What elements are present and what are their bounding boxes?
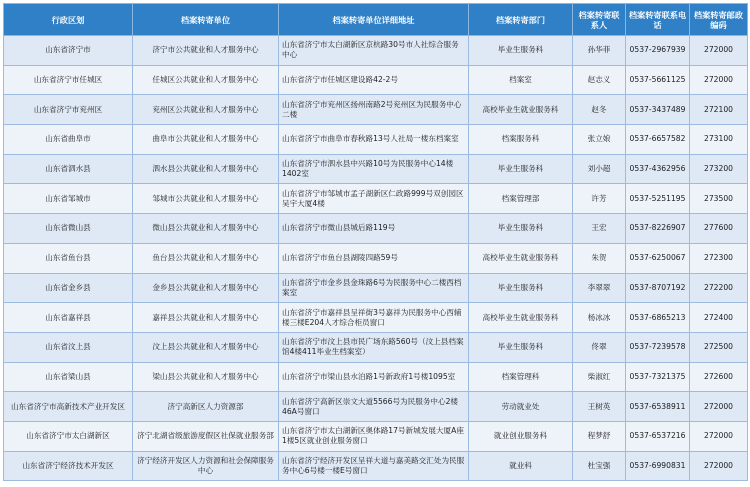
- cell-unit: 任城区公共就业和人才服务中心: [133, 65, 279, 95]
- cell-unit: 汶上县公共就业和人才服务中心: [133, 332, 279, 362]
- cell-unit: 微山县公共就业和人才服务中心: [133, 214, 279, 244]
- cell-phone: 0537-3437489: [626, 95, 690, 125]
- cell-region: 山东省济宁市高新技术产业开发区: [4, 392, 133, 422]
- cell-contact: 杜宝强: [573, 451, 626, 481]
- cell-contact: 刘小超: [573, 154, 626, 184]
- cell-department: 档案服务科: [469, 125, 573, 155]
- cell-address: 山东省济宁市邹城市孟子湖新区仁政路999号双创园区吴宇大厦4楼: [279, 184, 469, 214]
- cell-postcode: 272500: [690, 332, 748, 362]
- cell-region: 山东省梁山县: [4, 362, 133, 392]
- header-address: 档案转寄单位详细地址: [279, 4, 469, 36]
- cell-region: 山东省济宁市太白湖新区: [4, 421, 133, 451]
- table-header: [4, 4, 748, 36]
- cell-phone: 0537-5661125: [626, 65, 690, 95]
- header-department: 档案转寄部门: [469, 4, 573, 36]
- cell-unit: 金乡县公共就业和人才服务中心: [133, 273, 279, 303]
- cell-department: 毕业生服务科: [469, 332, 573, 362]
- cell-phone: 0537-6538911: [626, 392, 690, 422]
- header-postcode: 档案转寄邮政编码: [690, 4, 748, 36]
- cell-region: 山东省嘉祥县: [4, 303, 133, 333]
- cell-postcode: 272000: [690, 451, 748, 481]
- table-row: [4, 273, 748, 303]
- cell-postcode: 272000: [690, 392, 748, 422]
- table-row: [4, 303, 748, 333]
- cell-unit: 曲阜市公共就业和人才服务中心: [133, 125, 279, 155]
- cell-region: 山东省济宁市: [4, 36, 133, 66]
- cell-postcode: 273100: [690, 125, 748, 155]
- cell-region: 山东省济宁经济技术开发区: [4, 451, 133, 481]
- cell-address: 山东省济宁市泗水县中兴路10号为民服务中心14楼1402室: [279, 154, 469, 184]
- cell-phone: 0537-8226907: [626, 214, 690, 244]
- table-body: [4, 36, 748, 481]
- cell-contact: 李翠翠: [573, 273, 626, 303]
- cell-postcode: 273200: [690, 154, 748, 184]
- archive-transfer-table: [3, 3, 748, 481]
- cell-address: 山东省济宁市金乡县金珠路6号为民服务中心二楼西档案室: [279, 273, 469, 303]
- cell-department: 高校毕业生就业服务科: [469, 243, 573, 273]
- cell-address: 山东省济宁市汶上县市民广场东路560号（汶上县档案馆4楼411毕业生档案室）: [279, 332, 469, 362]
- cell-postcode: 273500: [690, 184, 748, 214]
- cell-unit: 兖州区公共就业和人才服务中心: [133, 95, 279, 125]
- cell-region: 山东省济宁市任城区: [4, 65, 133, 95]
- cell-department: 档案管理科: [469, 362, 573, 392]
- cell-department: 毕业生服务科: [469, 36, 573, 66]
- table-row: [4, 332, 748, 362]
- table-row: [4, 125, 748, 155]
- cell-contact: 朱贺: [573, 243, 626, 273]
- cell-phone: 0537-6250067: [626, 243, 690, 273]
- cell-address: 山东省济宁市任城区建设路42-2号: [279, 65, 469, 95]
- cell-contact: 杨冰冰: [573, 303, 626, 333]
- cell-unit: 济宁高新区人力资源部: [133, 392, 279, 422]
- cell-contact: 赵冬: [573, 95, 626, 125]
- cell-unit: 梁山县公共就业和人才服务中心: [133, 362, 279, 392]
- cell-address: 山东省济宁市曲阜市春秋路13号人社局一楼东档案室: [279, 125, 469, 155]
- archive-transfer-table-container: [3, 3, 747, 481]
- cell-contact: 程梦舒: [573, 421, 626, 451]
- cell-address: 山东省济宁市太白湖新区京杭路30号市人社综合服务中心: [279, 36, 469, 66]
- cell-department: 档案室: [469, 65, 573, 95]
- cell-region: 山东省金乡县: [4, 273, 133, 303]
- header-contact: 档案转寄联系人: [573, 4, 626, 36]
- cell-postcode: 272600: [690, 362, 748, 392]
- cell-postcode: 272000: [690, 65, 748, 95]
- cell-postcode: 277600: [690, 214, 748, 244]
- cell-address: 山东省济宁市梁山县水泊路1号新政府1号楼1095室: [279, 362, 469, 392]
- cell-department: 档案管理部: [469, 184, 573, 214]
- cell-contact: 柴淑红: [573, 362, 626, 392]
- cell-unit: 鱼台县公共就业和人才服务中心: [133, 243, 279, 273]
- table-row: [4, 392, 748, 422]
- cell-region: 山东省微山县: [4, 214, 133, 244]
- cell-phone: 0537-2967939: [626, 36, 690, 66]
- cell-phone: 0537-4362956: [626, 154, 690, 184]
- cell-department: 劳动就业处: [469, 392, 573, 422]
- cell-address: 山东省济宁市兖州区扬州南路2号兖州区为民服务中心二楼: [279, 95, 469, 125]
- cell-region: 山东省鱼台县: [4, 243, 133, 273]
- cell-address: 山东省济宁高新区崇文大道5566号为民服务中心2楼46A号窗口: [279, 392, 469, 422]
- cell-region: 山东省济宁市兖州区: [4, 95, 133, 125]
- cell-postcode: 272400: [690, 303, 748, 333]
- cell-phone: 0537-6990831: [626, 451, 690, 481]
- cell-region: 山东省曲阜市: [4, 125, 133, 155]
- cell-address: 山东省济宁市微山县城后路119号: [279, 214, 469, 244]
- table-row: [4, 36, 748, 66]
- cell-contact: 许芳: [573, 184, 626, 214]
- cell-phone: 0537-5251195: [626, 184, 690, 214]
- cell-postcode: 272000: [690, 421, 748, 451]
- header-region: 行政区划: [4, 4, 133, 36]
- cell-address: 山东省济宁市嘉祥县呈祥街3号嘉祥为民服务中心西辅楼三楼E204人才综合柜员窗口: [279, 303, 469, 333]
- cell-unit: 济宁市公共就业和人才服务中心: [133, 36, 279, 66]
- cell-address: 山东省济宁经济开发区呈祥大道与嘉美路交汇处为民服务中心6号楼一楼E号窗口: [279, 451, 469, 481]
- cell-phone: 0537-6865213: [626, 303, 690, 333]
- cell-phone: 0537-6537216: [626, 421, 690, 451]
- table-row: [4, 65, 748, 95]
- cell-contact: 佟翠: [573, 332, 626, 362]
- cell-unit: 济宁经济开发区人力资源和社会保障服务中心: [133, 451, 279, 481]
- cell-contact: 张立娘: [573, 125, 626, 155]
- cell-department: 高校毕业生就业服务科: [469, 95, 573, 125]
- cell-department: 高校毕业生就业服务科: [469, 303, 573, 333]
- cell-phone: 0537-7321375: [626, 362, 690, 392]
- table-row: [4, 421, 748, 451]
- cell-unit: 邹城市公共就业和人才服务中心: [133, 184, 279, 214]
- cell-department: 毕业生服务科: [469, 273, 573, 303]
- table-row: [4, 214, 748, 244]
- cell-department: 就业创业服务科: [469, 421, 573, 451]
- cell-department: 毕业生服务科: [469, 214, 573, 244]
- cell-unit: 嘉祥县公共就业和人才服务中心: [133, 303, 279, 333]
- cell-region: 山东省邹城市: [4, 184, 133, 214]
- cell-unit: 泗水县公共就业和人才服务中心: [133, 154, 279, 184]
- table-row: [4, 154, 748, 184]
- cell-phone: 0537-7239578: [626, 332, 690, 362]
- header-phone: 档案转寄联系电话: [626, 4, 690, 36]
- cell-postcode: 272000: [690, 36, 748, 66]
- cell-address: 山东省济宁市太白湖新区奥体路17号新城发展大厦A座1楼5区就业创业服务窗口: [279, 421, 469, 451]
- cell-contact: 王宏: [573, 214, 626, 244]
- cell-contact: 孙华菲: [573, 36, 626, 66]
- cell-phone: 0537-8707192: [626, 273, 690, 303]
- cell-department: 毕业生服务科: [469, 154, 573, 184]
- cell-phone: 0537-6657582: [626, 125, 690, 155]
- cell-department: 就业科: [469, 451, 573, 481]
- cell-contact: 赵志义: [573, 65, 626, 95]
- header-row: [4, 4, 748, 36]
- table-row: [4, 184, 748, 214]
- table-row: [4, 451, 748, 481]
- table-row: [4, 243, 748, 273]
- cell-unit: 济宁北湖省级旅游度假区社保就业服务部: [133, 421, 279, 451]
- header-unit: 档案转寄单位: [133, 4, 279, 36]
- cell-address: 山东省济宁市鱼台县湖陵四路59号: [279, 243, 469, 273]
- table-row: [4, 95, 748, 125]
- table-row: [4, 362, 748, 392]
- cell-postcode: 272200: [690, 273, 748, 303]
- cell-postcode: 272100: [690, 95, 748, 125]
- cell-region: 山东省泗水县: [4, 154, 133, 184]
- cell-region: 山东省汶上县: [4, 332, 133, 362]
- cell-contact: 王树英: [573, 392, 626, 422]
- cell-postcode: 272300: [690, 243, 748, 273]
